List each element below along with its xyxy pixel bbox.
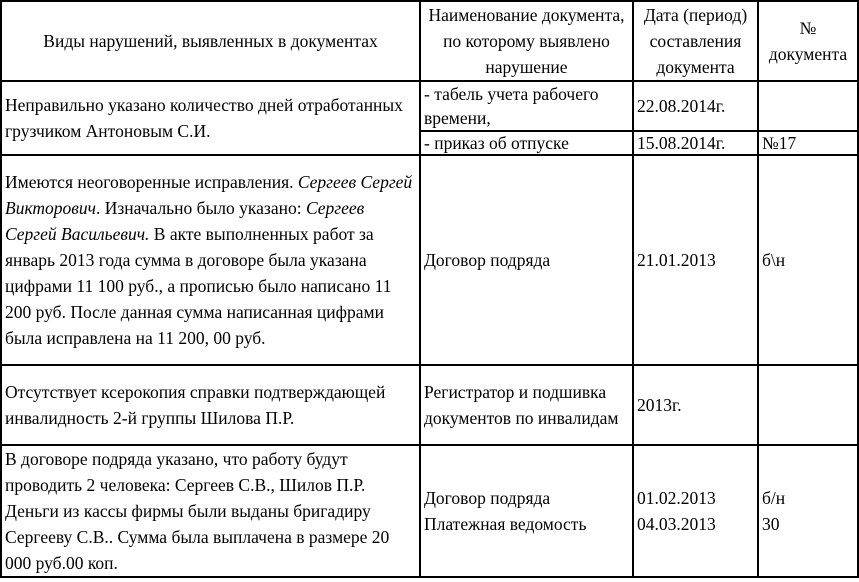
document-number-cell: [758, 445, 858, 577]
header-document-date: Дата (период) составления документа: [633, 1, 758, 81]
document-name-cell: - приказ об отпуске: [420, 131, 633, 155]
violation-cell: [1, 155, 420, 365]
document-date-cell: 15.08.2014г.: [633, 131, 758, 155]
document-date-cell: 22.08.2014г.: [633, 81, 758, 131]
document-number-cell: [758, 365, 858, 445]
table-row: [1, 365, 858, 445]
header-document-number: № документа: [758, 1, 858, 81]
document-number-line: 30: [762, 514, 780, 534]
header-row: [1, 1, 858, 81]
document-name-cell: [420, 445, 633, 577]
document-date-line: 01.02.2013: [637, 488, 716, 508]
document-number-cell: [758, 81, 858, 131]
document-number-cell: №17: [758, 131, 858, 155]
header-violations: Виды нарушений, выявленных в документах: [1, 1, 420, 81]
violation-text: В акте выполненных работ за январь 2013 года сумма в договоре была указана цифрами 11 100 руб., а прописью было написано 11 200 руб. После данная сумма написанная цифрами была исправлена на 11 200, 00 руб.: [5, 224, 392, 348]
document-date-cell: 2013г.: [633, 365, 758, 445]
document-number-line: б/н: [762, 488, 786, 508]
violation-cell: Отсутствует ксерокопия справки подтверждающей инвалидность 2-й группы Шилова П.Р.: [1, 365, 420, 445]
violation-text-italic: Сергеев Сергей Викторович: [5, 172, 413, 218]
document-date-line: 04.03.2013: [637, 514, 716, 534]
violation-text: . Изначально было указано:: [95, 198, 306, 218]
violation-text-italic: Сергеев Сергей Васильевич.: [5, 198, 365, 244]
violation-text: Имеются неоговоренные исправления.: [5, 172, 298, 192]
violation-cell: В договоре подряда указано, что работу будут проводить 2 человека: Сергеев С.В., Шилов П.Р. Деньги из кассы фирмы были выданы бригадиру Сергееву С.В.. Сумма была выплачена в размере 20 000 руб.00 коп.: [1, 445, 420, 577]
document-name-cell: Регистратор и подшивка документов по инвалидам: [420, 365, 633, 445]
document-date-cell: [633, 445, 758, 577]
table-row: [1, 445, 858, 577]
document-number-cell: б\н: [758, 155, 858, 365]
document-name-cell: - табель учета рабочего времени,: [420, 81, 633, 131]
document-name-line: Платежная ведомость: [424, 514, 587, 534]
table-row: [1, 81, 858, 131]
document-name-cell: Договор подряда: [420, 155, 633, 365]
document-name-line: Договор подряда: [424, 488, 551, 508]
header-document-name: Наименование документа, по которому выявлено нарушение: [420, 1, 633, 81]
violation-cell: Неправильно указано количество дней отработанных грузчиком Антоновым С.И.: [1, 81, 420, 155]
table-row: [1, 155, 858, 365]
document-date-cell: 21.01.2013: [633, 155, 758, 365]
